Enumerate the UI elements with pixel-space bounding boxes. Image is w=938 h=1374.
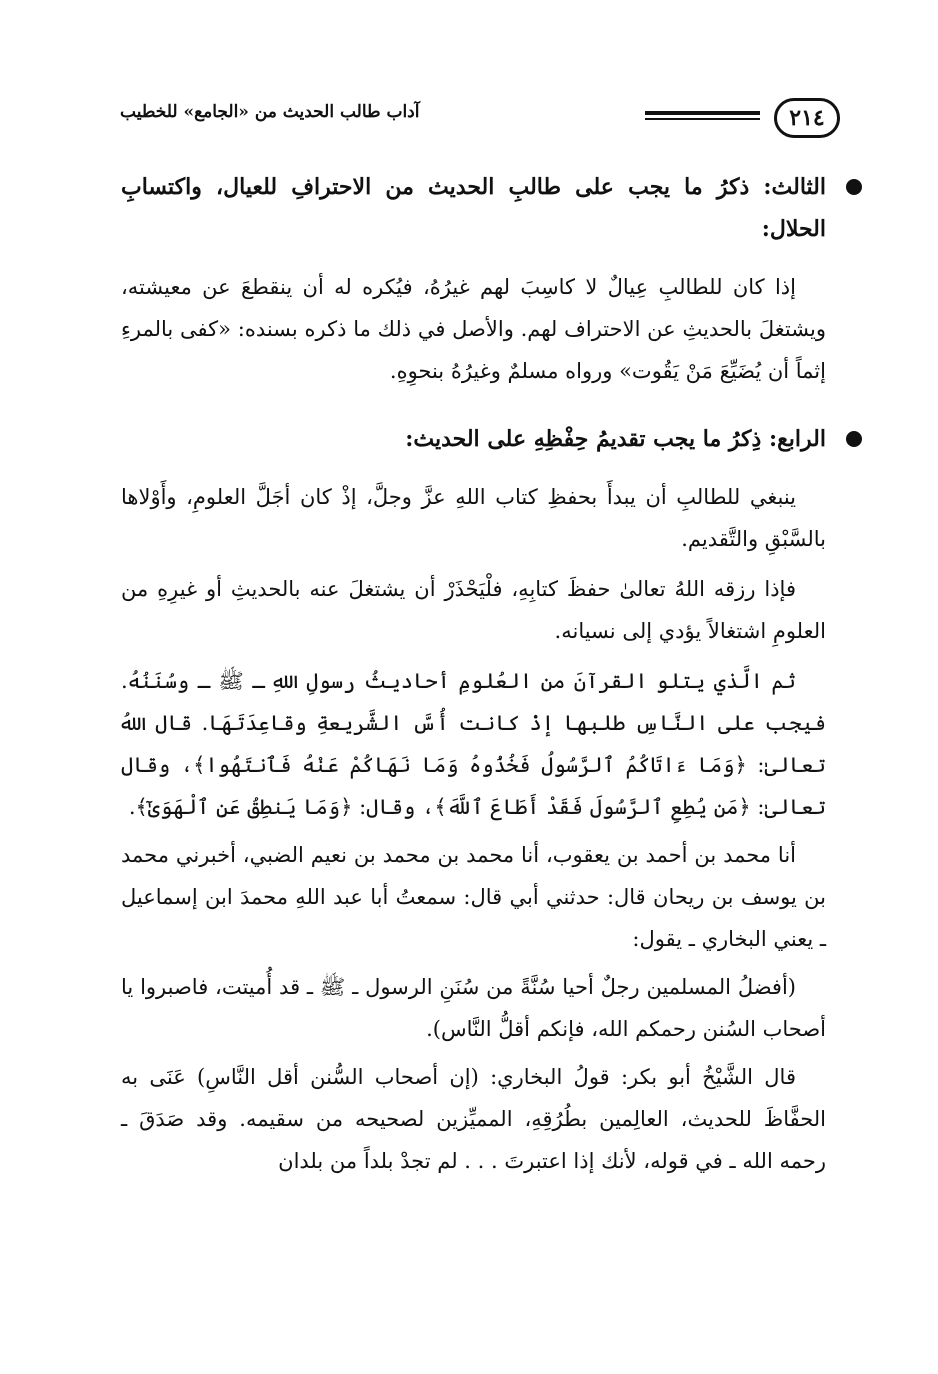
section-heading: الثالث: ذكرُ ما يجب على طالبِ الحديث من الاحترافِ للعيال، واكتسابِ الحلال: — [121, 174, 826, 242]
header-rule — [645, 111, 760, 120]
section-third-body — [121, 266, 826, 392]
paragraph: قال الشَّيْخُ أبو بكر: قولُ البخاري: (إن أصحاب السُّنن أقل النَّاسِ) عَنَى به الحفَّاظَ للحديث، العالِمين بطُرُقِهِ، المميِّزين لصحيحه من سقيمه. وقد صَدَقَ ـ رحمه الله ـ في قوله، لأنك إذا اعتبرتَ . . . لم تجدْ بلداً من بلدان — [121, 1065, 826, 1173]
section-third — [121, 166, 826, 250]
running-title: آداب طالب الحديث من «الجامع» للخطيب — [120, 102, 420, 122]
paragraph: إذا كان للطالبِ عِيالٌ لا كاسِبَ لهم غيرُهُ، فيُكره له أن ينقطعَ عن معيشته، ويشتغلَ بالحديثِ عن الاحتراف لهم. والأصل في ذلك ما ذكره بسنده: «كفى بالمرءِ إثماً أن يُضَيِّعَ مَنْ يَقُوت» ورواه مسلمٌ وغيرُهُ بنحوِهِ. — [121, 275, 826, 383]
paragraph: فإذا رزقه اللهُ تعالىٰ حفظَ كتابِهِ، فلْيَحْذَرْ أن يشتغلَ عنه بالحديثِ أو غيرِهِ من العلومِ اشتغالاً يؤدي إلى نسيانه. — [121, 577, 826, 643]
paragraph: (أفضلُ المسلمين رجلٌ أحيا سُنَّةً من سُنَنِ الرسول ـ ﷺ ـ قد أُميتت، فاصبروا يا أصحاب السُنن رحمكم الله، فإنكم أقلُّ النَّاس). — [121, 975, 826, 1041]
bullet-icon — [846, 179, 862, 195]
paragraph: أنا محمد بن أحمد بن يعقوب، أنا محمد بن محمد بن نعيم الضبي، أخبرني محمد بن يوسف بن ريحان قال: حدثني أبي قال: سمعتُ أبا عبد اللهِ محمدَ ابن إسماعيل ـ يعني البخاري ـ يقول: — [121, 843, 826, 951]
page-header — [120, 96, 840, 150]
section-heading: الرابع: ذِكرُ ما يجب تقديمُ حِفْظِهِ على الحديث: — [405, 426, 826, 452]
section-fourth — [121, 418, 826, 460]
bullet-icon — [846, 431, 862, 447]
section-fourth-body — [121, 476, 826, 1182]
page-number: ٢١٤ — [774, 98, 840, 138]
paragraph: ثم الَّذي يتلو القرآنَ من العُلومِ أحاديثُ رسولِ اللهِ ـ ﷺ ـ وسُنَنُهُ. فيجب على النَّاسِ طلبها إذْ كانت أُسَّ الشَّريعةِ وقاعِدَتَهَا. قال اللهُ تعالىٰ: ﴿وَمَا ءَاتَاكُمُ ٱلرَّسُولُ فَخُذُوهُ وَمَا نَهَاكُمْ عَنْهُ فَٱنتَهُوا﴾، وقال تعالىٰ: ﴿مَن يُطِعِ ٱلرَّسُولَ فَقَدْ أَطَاعَ ٱللَّهَ﴾، وقال: ﴿وَمَا يَنطِقُ عَنِ ٱلْهَوَىٰٓ﴾. — [121, 669, 826, 819]
paragraph: ينبغي للطالبِ أن يبدأَ بحفظِ كتاب اللهِ عزَّ وجلَّ، إذْ كان أجَلَّ العلومِ، وأَوْلاها بالسَّبْقِ والتَّقديم. — [121, 485, 826, 551]
